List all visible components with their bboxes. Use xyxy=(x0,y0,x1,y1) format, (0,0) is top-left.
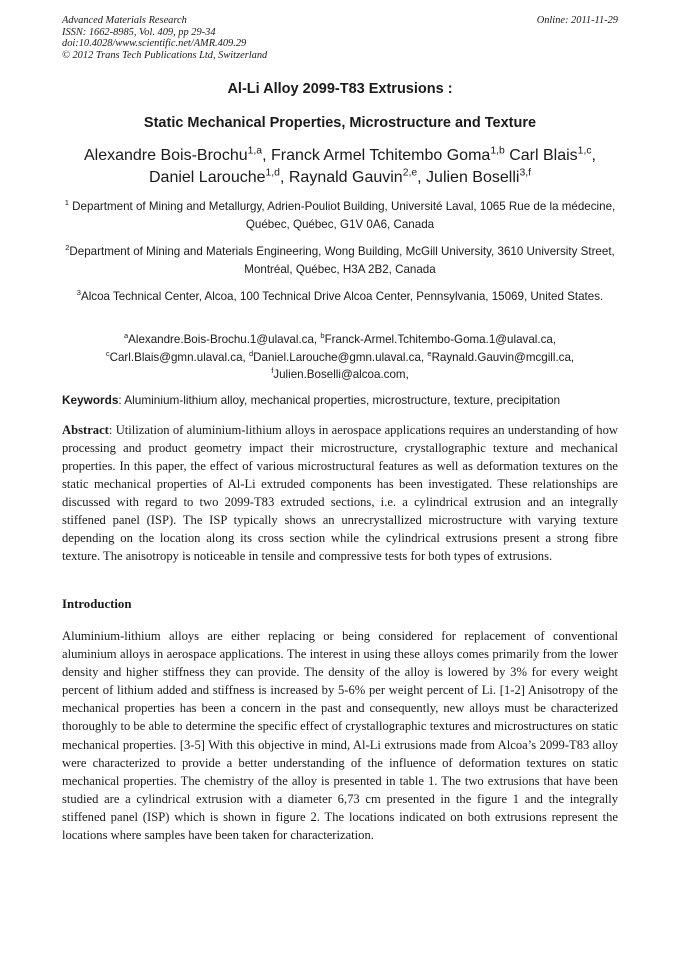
author-name: Carl Blais xyxy=(504,147,578,164)
abstract-label: Abstract xyxy=(62,423,109,437)
author-name: , Franck Armel Tchitembo Goma xyxy=(262,147,491,164)
email-link[interactable]: Carl.Blais@gmn.ulaval.ca, xyxy=(109,350,249,364)
author-affiliation-mark: 1,d xyxy=(265,167,280,179)
abstract-text: : Utilization of aluminium-lithium alloys in aerospace applications requires an understanding of how processing and product geometry impact their microstructure, crystallographic texture and mechanical properties. In this paper, the effect of various microstructural features as well as deformation textures on the static mechanical properties of Al-Li extruded components has been investigated. These relationships are discussed with regard to two 2099-T83 extruded sections, i.e. a cylindrical extrusion and an integrally stiffened panel (ISP). The ISP typically shows an unrecrystallized microstructure with varying texture depending on the location along its cross section while the cylindrical extrusions present a strong fibre texture. The anisotropy is noticeable in tensile and compressive tests for both types of extrusions. xyxy=(62,423,618,563)
journal-header xyxy=(62,15,618,61)
journal-doi[interactable]: doi:10.4028/www.scientific.net/AMR.409.29 xyxy=(62,38,247,50)
section-heading-introduction: Introduction xyxy=(62,597,132,611)
author-separator: , xyxy=(591,147,596,164)
introduction-paragraph: Aluminium-lithium alloys are either replacing or being considered for replacement of conventional aluminium alloys in aerospace applications. The interest in using these alloys comes primarily from the lower density and higher stiffness they can provide. The density of the alloy is lowered by 3% for every weight percent of lithium added and stiffness is increased by 5-6% per weight percent of Li. [1-2] Anisotropy of the mechanical properties has been a concern in the past and consequently, new alloys must be characterized thoroughly to be able to determine the specific effect of crystallographic textures and microstructures on static mechanical properties. [3-5] With this objective in mind, Al-Li extrusions made from Alcoa’s 2099-T83 alloy were characterized to provide a better understanding of the influence of deformation textures on static mechanical properties. The chemistry of the alloy is presented in table 1. The two extrusions that have been studied are a cylindrical extrusion with a diameter 6,73 cm presented in the figure 1 and the integrally stiffened panel (ISP) which is shown in figure 2. The locations indicated on both extrusions represent the locations where samples have been taken for characterization. xyxy=(62,629,618,843)
affiliation-mark: 3 xyxy=(76,288,81,298)
author-emails xyxy=(62,331,618,384)
journal-name: Advanced Materials Research xyxy=(62,15,187,26)
affiliation-mark: 1 xyxy=(64,198,69,208)
affiliation-text: Alcoa Technical Center, Alcoa, 100 Technical Drive Alcoa Center, Pennsylvania, 15069, United States. xyxy=(80,290,604,303)
journal-issn: ISSN: 1662-8985, Vol. 409, pp 29-34 xyxy=(62,26,216,38)
affiliation-1 xyxy=(62,198,618,233)
email-link[interactable]: Raynald.Gauvin@mcgill.ca, xyxy=(431,350,575,364)
journal-copyright: © 2012 Trans Tech Publications Ltd, Switzerland xyxy=(62,49,268,61)
email-mark: a xyxy=(123,331,129,341)
email-link[interactable]: Franck-Armel.Tchitembo-Goma.1@ulaval.ca, xyxy=(324,333,557,346)
online-date: Online: 2011-11-29 xyxy=(536,15,618,26)
paper-title-line-1: Al-Li Alloy 2099-T83 Extrusions : xyxy=(227,81,453,97)
email-mark: e xyxy=(427,348,432,358)
affiliation-mark: 2 xyxy=(65,243,70,253)
email-mark: c xyxy=(105,348,110,358)
keywords-label: Keywords xyxy=(62,393,119,407)
author-affiliation-mark: 1,b xyxy=(490,145,505,157)
email-mark: d xyxy=(248,348,254,358)
author-list xyxy=(62,145,618,189)
affiliation-text: Department of Mining and Materials Engineering, Wong Building, McGill University, 3610 University Street, Montréal, Québec, H3A 2B2, Canada xyxy=(69,245,615,276)
keywords xyxy=(62,392,618,409)
author-affiliation-mark: 1,a xyxy=(247,145,263,157)
author-affiliation-mark: 2,e xyxy=(402,167,418,179)
email-link[interactable]: Daniel.Larouche@gmn.ulaval.ca, xyxy=(253,350,428,364)
email-link[interactable]: Julien.Boselli@alcoa.com, xyxy=(273,368,409,381)
affiliation-3 xyxy=(62,288,618,306)
author-affiliation-mark: 3,f xyxy=(519,167,531,179)
affiliation-text: Department of Mining and Metallurgy, Adrien-Pouliot Building, Université Laval, 1065 Rue de la médecine, Québec, Québec, G1V 0A6, Canada xyxy=(68,200,616,231)
author-name: , Julien Boselli xyxy=(417,169,520,186)
email-link[interactable]: Alexandre.Bois-Brochu.1@ulaval.ca, xyxy=(128,333,321,346)
author-name: , Raynald Gauvin xyxy=(279,169,403,186)
affiliation-2 xyxy=(62,243,618,278)
email-mark: f xyxy=(271,366,274,376)
abstract xyxy=(62,421,618,565)
author-name: Alexandre Bois-Brochu xyxy=(83,147,248,164)
author-name: Daniel Larouche xyxy=(148,169,266,186)
email-mark: b xyxy=(320,331,325,341)
keywords-text: : Aluminium-lithium alloy, mechanical properties, microstructure, texture, precipitation xyxy=(118,393,561,407)
paper-title-line-2: Static Mechanical Properties, Microstructure and Texture xyxy=(143,115,537,131)
author-affiliation-mark: 1,c xyxy=(577,145,592,157)
